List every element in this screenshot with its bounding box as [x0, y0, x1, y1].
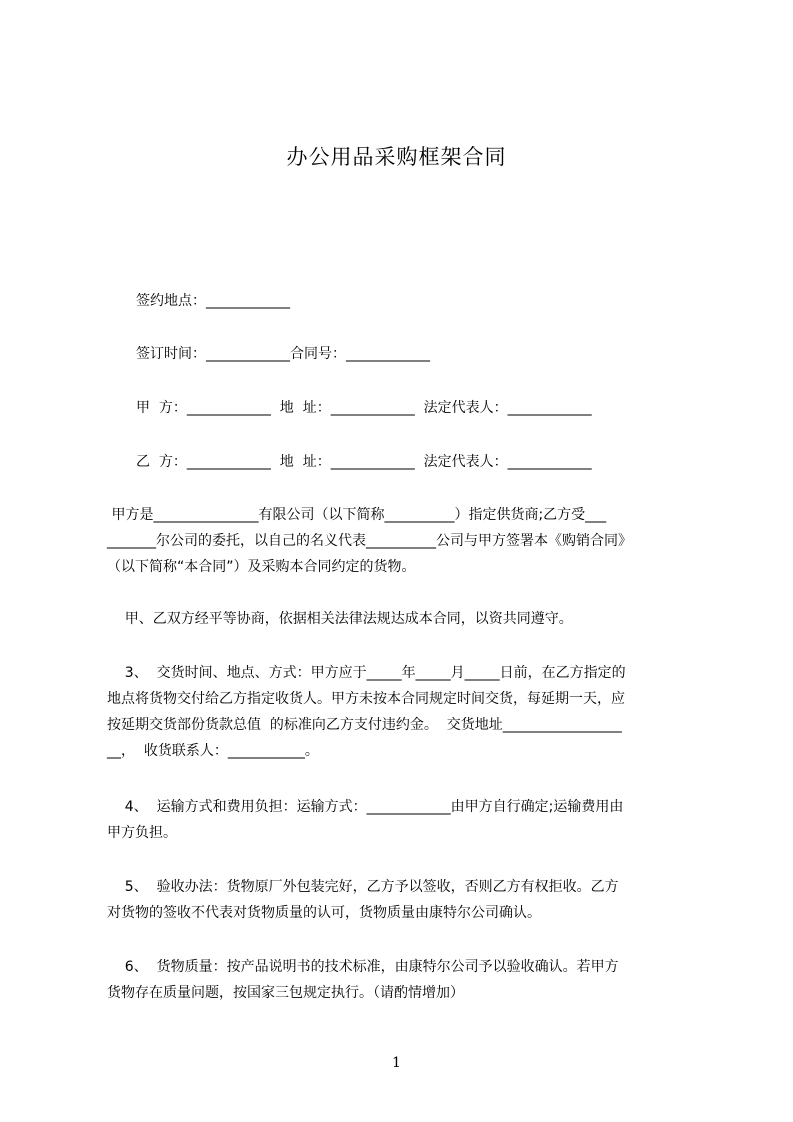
paragraph-line: 5、 验收办法：货物原厂外包装完好，乙方予以签收，否则乙方有权拒收。乙方	[107, 879, 619, 895]
paragraph-line: 货物存在质量问题，按国家三包规定执行。（请酌情增加）	[107, 985, 464, 1001]
paragraph-clause-3	[107, 660, 715, 764]
party-b-line: 乙 方：____________ 地 址：____________ 法定代表人：____________	[136, 454, 592, 470]
paragraph-line: 对货物的签收不代表对货物质量的认可，货物质量由康特尔公司确认。	[107, 905, 541, 921]
paragraph-clause-6	[107, 954, 715, 1006]
paragraph-line: 甲、乙双方经平等协商，依据相关法律法规达成本合同，以资共同遵守。	[107, 611, 573, 627]
paragraph-agreement	[107, 606, 715, 632]
paragraph-line: 甲方负担。	[107, 825, 177, 841]
paragraph-clause-4	[107, 794, 715, 846]
paragraph-line: 6、 货物质量：按产品说明书的技术标准，由康特尔公司予以验收确认。若甲方	[107, 959, 619, 975]
page-number: 1	[392, 1055, 401, 1071]
paragraph-line: __， 收货联系人：___________。	[107, 743, 319, 759]
paragraph-line: 地点将货物交付给乙方指定收货人。甲方未按本合同规定时间交货，每延期一天，应	[107, 691, 625, 707]
paragraph-line: 甲方是_______________有限公司（以下简称__________）指定供货商;乙方受___	[107, 507, 607, 523]
signing-place-line: 签约地点：____________	[136, 293, 290, 309]
party-a-line: 甲 方：____________ 地 址：____________ 法定代表人：____________	[136, 400, 592, 416]
paragraph-intro	[107, 502, 715, 580]
paragraph-line: （以下简称“本合同”）及采购本合同约定的货物。	[107, 559, 416, 575]
paragraph-line: 按延期交货部份货款总值 的标准向乙方支付违约金。 交货地址_________________	[107, 717, 622, 733]
page-title: 办公用品采购框架合同	[286, 145, 507, 169]
paragraph-clause-5	[107, 874, 715, 926]
signing-time-line: 签订时间：____________合同号：____________	[136, 346, 430, 362]
paragraph-line: 3、 交货时间、地点、方式：甲方应于_____年_____月_____日前，在乙方指定的	[107, 665, 626, 681]
paragraph-line: _______尔公司的委托，以自己的名义代表__________公司与甲方签署本《购销合同》	[107, 533, 632, 549]
paragraph-line: 4、 运输方式和费用负担：运输方式：____________由甲方自行确定;运输费用由	[107, 799, 624, 815]
